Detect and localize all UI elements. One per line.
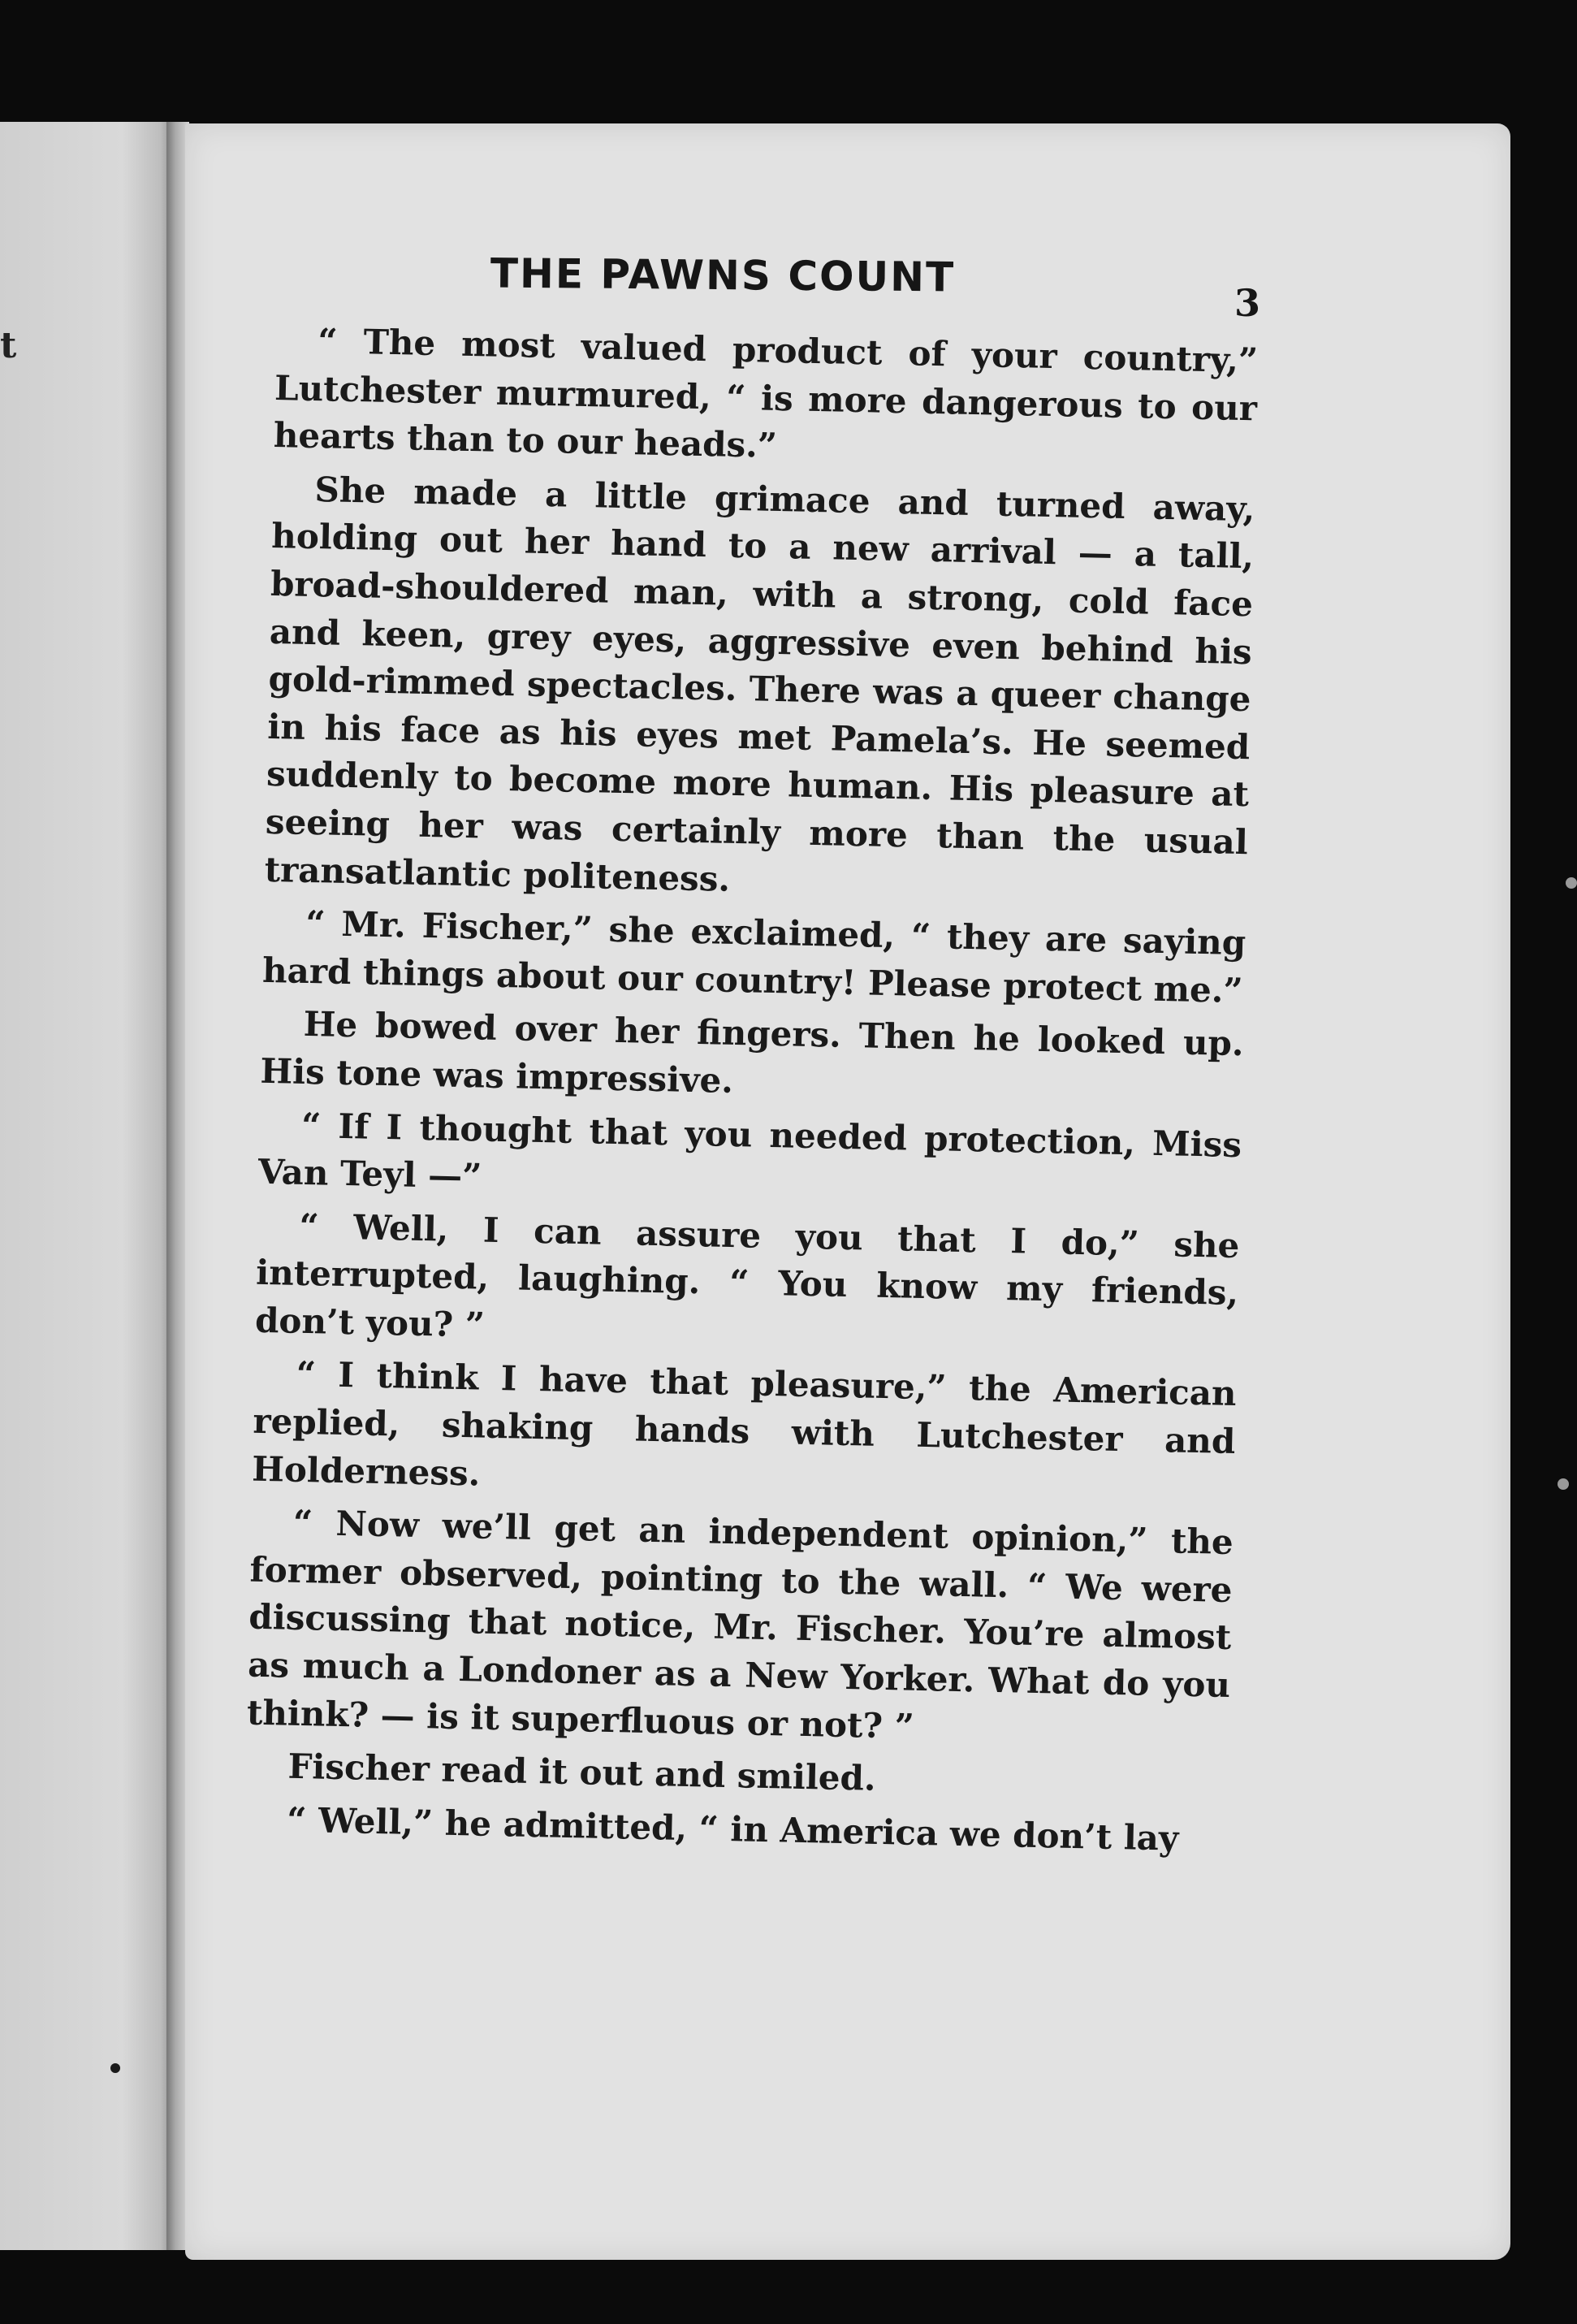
page-number: 3 <box>1234 281 1261 325</box>
page-text <box>244 317 1259 1867</box>
paragraph: “ If I thought that you needed protection, Miss Van Teyl —” <box>257 1105 1242 1197</box>
paragraph: Fischer read it out and smiled. <box>287 1746 877 1799</box>
paragraph: She made a little grimace and turned away, holding out her hand to a new arrival — a tall, broad-shouldered man, with a strong, cold face and keen, grey eyes, aggressive even behind his gold-rimmed spectacles. There was a queer change in his face as his eyes met Pamela’s. He seemed suddenly to become more human. His pleasure at seeing her was certainly more than the usual transatlantic politeness. <box>264 469 1255 899</box>
running-title: THE PAWNS COUNT <box>490 249 956 301</box>
ink-speck <box>110 2063 120 2073</box>
paragraph: “ I think I have that pleasure,” the American replied, shaking hands with Lutchester and Holderness. <box>251 1354 1238 1494</box>
facing-page-edge <box>0 122 175 2250</box>
facing-page-letter: t <box>0 325 17 366</box>
paragraph: “ Now we’ll get an independent opinion,” the former observed, pointing to the wall. “ We were discussing that notice, Mr. Fischer. You’re almost as much a Londoner as a New Yorker. What do you think? — is it superfluous or not? ” <box>246 1503 1234 1746</box>
paragraph: “ Mr. Fischer,” she exclaimed, “ they are saying hard things about our country! Please protect me.” <box>261 903 1246 1011</box>
paragraph: “ Well, I can assure you that I do,” she interrupted, laughing. “ You know my friends, don’t you? ” <box>254 1205 1240 1345</box>
paragraph: “ The most valued product of your country,” Lutchester murmured, “ is more dangerous to our hearts than to our heads.” <box>273 321 1259 466</box>
paragraph: He bowed over her fingers. Then he looked up. His tone was impressive. <box>260 1004 1245 1101</box>
scan-speck <box>1566 877 1577 889</box>
scan-speck <box>1558 1478 1569 1490</box>
paragraph: “ Well,” he admitted, “ in America we don’t lay <box>286 1799 1179 1859</box>
